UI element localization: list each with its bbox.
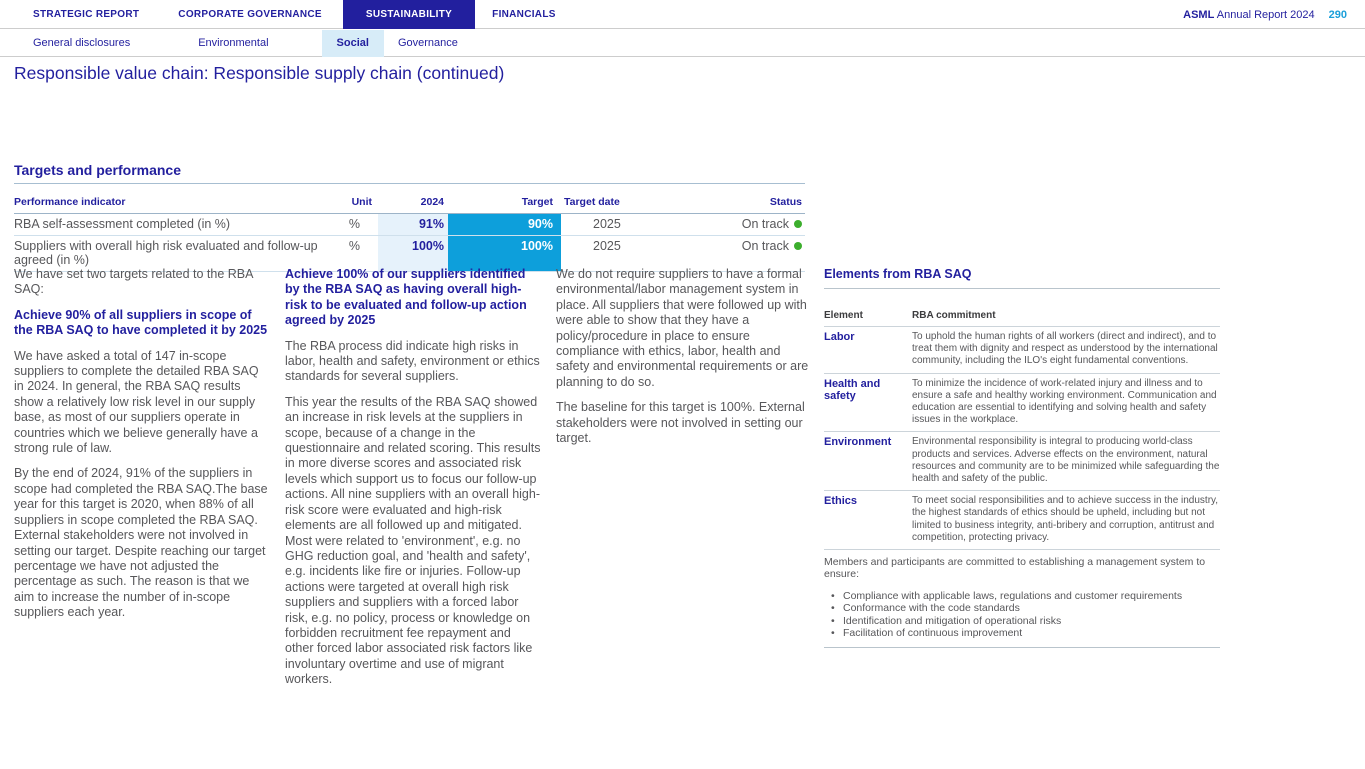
col-header-target-date: Target date — [564, 196, 620, 208]
subnav-governance[interactable]: Governance — [397, 37, 458, 49]
cell-status — [661, 214, 805, 235]
table-row — [824, 491, 1220, 550]
report-brand — [1183, 0, 1347, 29]
rba-commitment-text: Environmental responsibility is integral to producing world-class products and services. Adverse effects on the environment, natural resources and community are to be minimized while safeguarding the health and safety of the public. — [912, 436, 1220, 485]
top-navigation — [0, 0, 1365, 29]
col-header-2024: 2024 — [420, 196, 444, 208]
col2-target-heading: Achieve 100% of our suppliers identified by the RBA SAQ as having overall high-risk to be evaluated and follow-up action agreed by 2025 — [285, 267, 527, 328]
rba-bullet-list — [824, 590, 1220, 649]
rba-footer-intro: Members and participants are committed to establishing a management system to ensure: — [824, 556, 1206, 581]
col1-target-heading: Achieve 90% of all suppliers in scope of the RBA SAQ to have completed it by 2025 — [14, 307, 268, 338]
rba-element-label: Health and safety — [824, 377, 881, 403]
cell-indicator: Suppliers with overall high risk evaluated and follow-up agreed (in %) — [14, 239, 318, 267]
status-green-dot-icon — [794, 220, 802, 228]
sub-navigation — [0, 30, 1365, 57]
performance-table-header-row — [14, 192, 805, 214]
cell-target-value: 100% — [448, 236, 561, 271]
col1-intro: We have set two targets related to the RBA SAQ: — [14, 267, 253, 297]
cell-target-value: 90% — [448, 214, 561, 235]
subnav-general-disclosures[interactable]: General disclosures — [33, 37, 131, 49]
col1-paragraph-2: By the end of 2024, 91% of the suppliers in scope had completed the RBA SAQ.The base year for this target is 2020, when 88% of all suppliers in scope completed the RBA SAQ. External stakeholders were not involved in setting our target. Despite reaching our target percentage we have not adjusted the percentage as such. The reason is that we aim to increase the number of in-scope suppliers each year. — [14, 466, 268, 620]
status-label: On track — [741, 239, 789, 253]
brand-report-name: Annual Report 2024 — [1216, 8, 1315, 21]
cell-status — [661, 236, 805, 271]
col-header-unit: Unit — [351, 196, 372, 208]
nav-strategic-report[interactable]: STRATEGIC REPORT — [33, 8, 140, 20]
col3-paragraph-1: We do not require suppliers to have a formal environmental/labor management system in place. All suppliers that were followed up with were able to show that they have a policy/procedure in place to ensure compliance with ethics, labor, health and safety and environmental requirements or are planning to do so. — [556, 267, 809, 389]
cell-2024-value: 91% — [378, 214, 448, 235]
table-row — [824, 327, 1220, 374]
rba-panel-heading: Elements from RBA SAQ — [824, 267, 1220, 289]
text-column-3 — [556, 267, 812, 456]
page-number: 290 — [1328, 8, 1347, 21]
cell-target-date: 2025 — [593, 239, 621, 253]
text-column-2 — [285, 267, 542, 698]
nav-sustainability[interactable]: SUSTAINABILITY — [343, 0, 475, 29]
rba-element-label: Ethics — [824, 495, 858, 508]
rba-elements-table — [824, 306, 1220, 550]
brand-title — [1183, 9, 1314, 21]
col2-paragraph-1: The RBA process did indicate high risks in labor, health and safety, environment or ethics standards for several suppliers. — [285, 338, 540, 384]
subnav-social[interactable]: Social — [322, 30, 384, 57]
rba-element-label: Labor — [824, 331, 855, 343]
rba-commitment-text: To uphold the human rights of all workers (direct and indirect), and to treat them with dignity and respect as understood by the international community, including the ILO's eight fundamental conventions. — [912, 331, 1218, 367]
col2-paragraph-2: This year the results of the RBA SAQ showed an increase in risk levels at the suppliers in scope, because of a change in the questionnaire and related scoring. This results in more diverse scores and associated risk levels which support us to focus our follow-up actions. All nine suppliers with an overall high-risk score were evaluated and high-risk elements are all followed up and mitigated. Most were related to 'environment', e.g. no GHG reduction goal, and 'health and safety', e.g. incidents like fire or injuries. Follow-up actions were targeted at overall high risk suppliers and suppliers with a forced labor risk, e.g. no policy, process or knowledge on forbidden recruitment fee repayment and other forced labor associated risk factors like involuntary overtime and use of migrant workers. — [285, 394, 541, 687]
status-label: On track — [741, 217, 789, 231]
nav-financials[interactable]: FINANCIALS — [492, 8, 556, 20]
table-row — [824, 374, 1220, 433]
col-header-target: Target — [521, 196, 553, 208]
text-column-1 — [14, 267, 270, 631]
col-header-indicator: Performance indicator — [14, 196, 126, 208]
cell-2024-value: 100% — [378, 236, 448, 271]
col-header-status: Status — [769, 196, 802, 208]
col1-paragraph-1: We have asked a total of 147 in-scope suppliers to complete the detailed RBA SAQ in 2024. In general, the RBA SAQ results show a relatively low risk level in our supply base, as most of our suppliers operate in countries which we believe generally have a strong rule of law. — [14, 348, 259, 456]
cell-indicator: RBA self-assessment completed (in %) — [14, 217, 231, 231]
table-row — [824, 432, 1220, 491]
cell-unit: % — [348, 239, 360, 253]
rba-table-header-row — [824, 306, 1220, 327]
brand-asml: ASML — [1183, 8, 1215, 21]
targets-section-heading: Targets and performance — [14, 162, 805, 184]
rba-col-header-commitment: RBA commitment — [912, 310, 996, 321]
list-item: • Conformance with the code standards — [824, 602, 1220, 614]
cell-unit: % — [348, 217, 360, 231]
list-item: • Facilitation of continuous improvement — [824, 627, 1220, 639]
page-title: Responsible value chain: Responsible supply chain (continued) — [14, 63, 505, 83]
rba-saq-panel — [824, 267, 1220, 648]
rba-commitment-text: To minimize the incidence of work-related injury and illness and to ensure a safe and healthy working environment. Communication and education are essential to identifying and solving health and safety issues in the workplace. — [912, 377, 1217, 426]
list-item: • Identification and mitigation of operational risks — [824, 615, 1220, 627]
rba-element-label: Environment — [824, 436, 892, 449]
subnav-environmental[interactable]: Environmental — [198, 37, 269, 49]
list-item: • Compliance with applicable laws, regulations and customer requirements — [824, 590, 1220, 602]
rba-commitment-text: To meet social responsibilities and to achieve success in the industry, the highest standards of ethics should be upheld, including but not limited to business integrity, anti-bribery and corruption, antitrust and competition, protecting privacy. — [912, 495, 1219, 543]
cell-target-date: 2025 — [593, 217, 621, 231]
nav-corporate-governance[interactable]: CORPORATE GOVERNANCE — [178, 8, 322, 20]
table-row — [14, 214, 805, 236]
performance-table — [14, 192, 805, 272]
rba-col-header-element: Element — [824, 310, 863, 321]
status-green-dot-icon — [794, 242, 802, 250]
col3-paragraph-2: The baseline for this target is 100%. External stakeholders were not involved in setting our target. — [556, 400, 805, 446]
